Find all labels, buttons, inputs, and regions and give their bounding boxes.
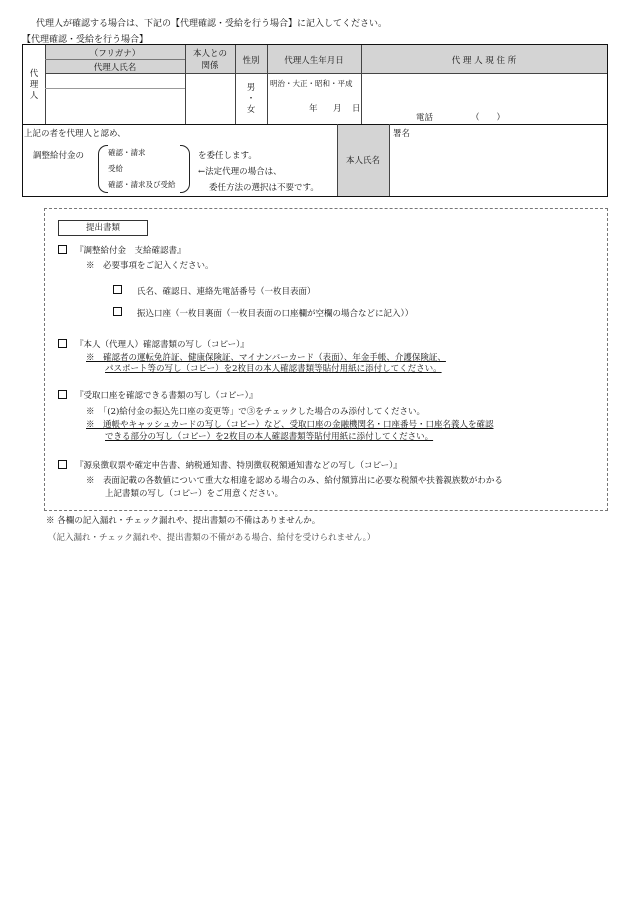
signature-label: 署名 xyxy=(393,129,411,139)
doc-4-title: 『源泉徴収票や確定申告書、納税通知書、特別徴収税額通知書などの写し（コピー）』 xyxy=(75,461,402,471)
principal-name-label: 本人氏名 xyxy=(345,156,380,166)
doc-2-note-1: ※ 確認者の運転免許証、健康保険証、マイナンバーカード（表面）、年金手帳、介護保険証、 xyxy=(86,353,446,363)
doc-2-note-2: パスポート等の写し（コピー）を2枚目の本人確認書類等貼付用紙に添付してください。 xyxy=(105,364,442,374)
birth-year-label: 年 xyxy=(309,104,318,114)
address-header: 代 理 人 現 住 所 xyxy=(451,56,517,66)
doc-3-note-3: できる部分の写し（コピー）を2枚目の本人確認書類等貼付用紙に添付してください。 xyxy=(105,432,434,442)
documents-label: 提出書類 xyxy=(58,220,148,236)
checkbox-tax-documents[interactable] xyxy=(58,460,67,469)
checkbox-id-copy[interactable] xyxy=(58,339,67,348)
birth-day-label: 日 xyxy=(352,104,361,114)
legal-note-1: ←法定代理の場合は、 xyxy=(198,167,282,177)
footer-check-notice: ※ 各欄の記入漏れ・チェック漏れや、提出書類の不備はありませんか。 xyxy=(46,516,321,526)
proxy-table xyxy=(22,44,608,197)
checkbox-bank-account[interactable] xyxy=(113,307,122,316)
checkbox-support-confirmation[interactable] xyxy=(58,245,67,254)
footer-warning: （記入漏れ・チェック漏れや、提出書類の不備がある場合、給付を受けられません。） xyxy=(48,533,376,543)
proxy-name-input[interactable] xyxy=(46,89,184,123)
gender-male[interactable]: 男 xyxy=(246,83,256,93)
legal-note-2: 委任方法の選択は不要です。 xyxy=(209,183,319,193)
option-both[interactable]: 確認・請求及び受給 xyxy=(108,180,176,189)
doc-1-sub-2: 振込口座（一枚目裏面（一枚目表面の口座欄が空欄の場合などに記入）） xyxy=(137,309,414,319)
authorize-line: 上記の者を代理人と認め、 xyxy=(24,129,126,139)
phone-label: 電話 xyxy=(416,113,434,123)
relation-header: 本人との xyxy=(192,49,227,59)
era-options[interactable]: 明治・大正・昭和・平成 xyxy=(270,79,353,88)
option-receive[interactable]: 受給 xyxy=(108,164,123,173)
intro-text: 代理人が確認する場合は、下記の【代理確認・受給を行う場合】に記入してください。 xyxy=(36,19,388,29)
doc-3-title: 『受取口座を確認できる書類の写し（コピー）』 xyxy=(75,391,258,401)
doc-3-note-1: ※ 「(2)給付金の振込先口座の変更等」で③をチェックした場合のみ添付してください。 xyxy=(86,407,426,417)
furigana-label: （フリガナ） xyxy=(89,49,141,59)
doc-1-note: ※ 必要事項をご記入ください。 xyxy=(86,261,214,271)
phone-input[interactable]: （ ） xyxy=(471,113,506,123)
doc-4-note-2: 上記書類の写し（コピー）をご用意ください。 xyxy=(105,489,284,499)
address-input[interactable] xyxy=(363,75,605,109)
relation-header-2: 関係 xyxy=(201,61,219,71)
checkbox-name-date-phone[interactable] xyxy=(113,285,122,294)
birth-header: 代理人生年月日 xyxy=(284,56,344,66)
option-confirm-claim[interactable]: 確認・請求 xyxy=(108,148,146,157)
gender-header: 性別 xyxy=(242,56,260,66)
signature-input[interactable] xyxy=(391,138,605,194)
right-bracket xyxy=(180,145,190,193)
checkbox-account-copy[interactable] xyxy=(58,390,67,399)
doc-1-sub-1: 氏名、確認日、連絡先電話番号（一枚目表面） xyxy=(137,287,316,297)
delegate-text: を委任します。 xyxy=(198,151,257,161)
doc-2-title: 『本人（代理人）確認書類の写し（コピー）』 xyxy=(75,340,249,350)
relation-input[interactable] xyxy=(186,74,234,123)
doc-4-note-1: ※ 表面記載の各数値について重大な相違を認める場合のみ、給付額算出に必要な税額や扶養親族数がわかる xyxy=(86,476,503,486)
gender-female[interactable]: 女 xyxy=(246,105,256,115)
left-bracket xyxy=(98,145,108,193)
benefit-label: 調整給付金の xyxy=(33,151,85,161)
gender-options[interactable]: 男 ・ 女 xyxy=(235,83,267,116)
birth-month-label: 月 xyxy=(333,104,342,114)
doc-3-note-2: ※ 通帳やキャッシュカードの写し（コピー）など、受取口座の金融機関名・口座番号・口座名義人を確認 xyxy=(86,420,494,430)
name-header: 代理人氏名 xyxy=(93,63,137,73)
furigana-input[interactable] xyxy=(46,60,184,72)
proxy-row-label: 代 理 人 xyxy=(29,69,39,101)
doc-1-title: 『調整給付金 支給確認書』 xyxy=(75,246,186,256)
section-heading: 【代理確認・受給を行う場合】 xyxy=(22,35,149,45)
